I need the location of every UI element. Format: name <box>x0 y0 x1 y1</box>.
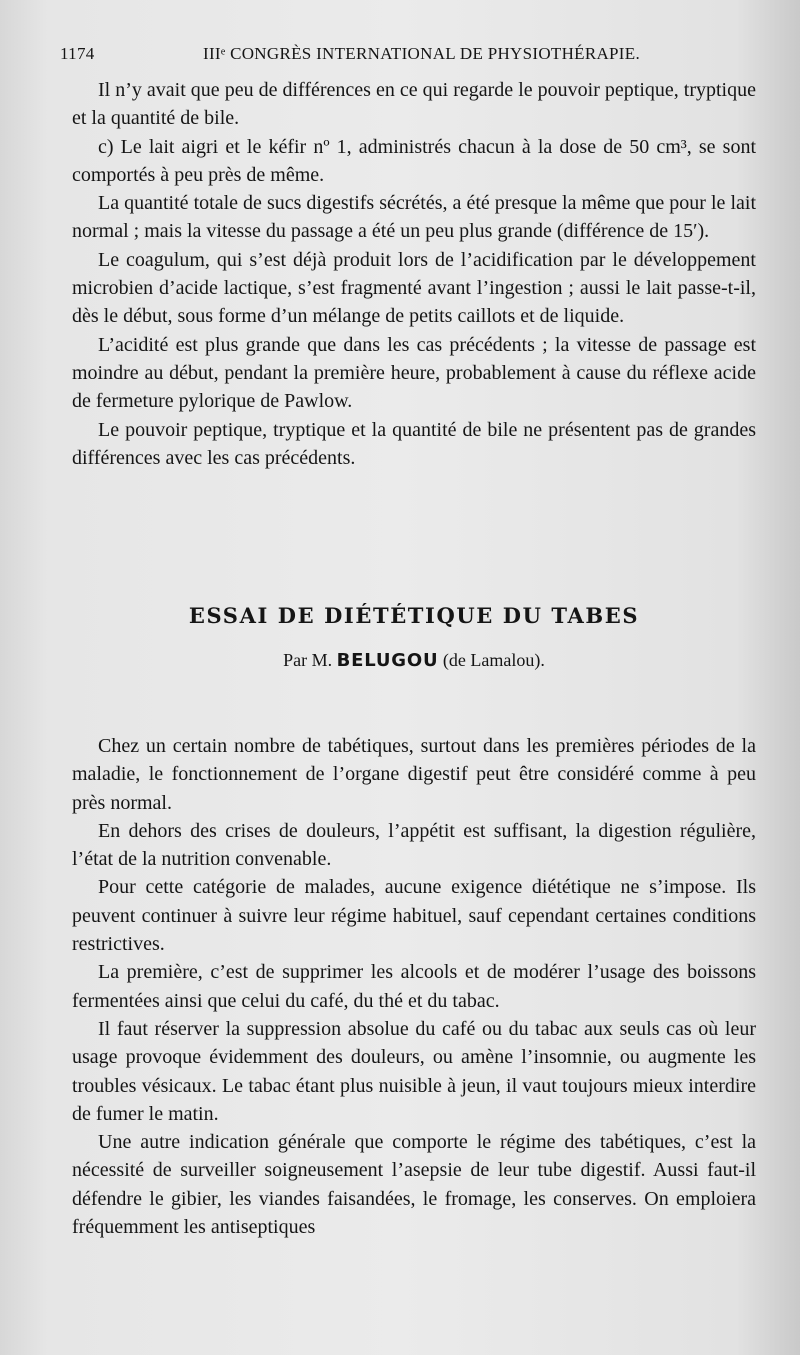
byline <box>72 650 756 671</box>
paragraph: Il n’y avait que peu de différences en ce qui regarde le pouvoir peptique, tryptique et la quantité de bile. <box>72 79 756 130</box>
paragraph: La première, c’est de supprimer les alcools et de modérer l’usage des boissons fermentées ainsi que celui du café, du thé et du tabac. <box>72 961 756 1012</box>
page-number: 1174 <box>60 44 95 63</box>
byline-suffix: (de Lamalou). <box>442 650 545 670</box>
paragraph: La quantité totale de sucs digestifs sécrétés, a été presque la même que pour le lait normal ; mais la vitesse du passage a été un peu plus grande (différence de 15′). <box>72 192 756 243</box>
paragraph: c) Le lait aigri et le kéfir nº 1, administrés chacun à la dose de 50 cm³, se sont comportés à peu près de même. <box>72 135 756 186</box>
paragraph: En dehors des crises de douleurs, l’appétit est suffisant, la digestion régulière, l’état de la nutrition convenable. <box>72 819 756 871</box>
section-title: ESSAI DE DIÉTÉTIQUE DU TABES <box>188 603 640 628</box>
byline-prefix: Par M. <box>283 650 333 670</box>
running-title: IIIᵉ CONGRÈS INTERNATIONAL DE PHYSIOTHÉRAPIE. <box>203 44 641 63</box>
paragraph: Le pouvoir peptique, tryptique et la quantité de bile ne présentent pas de grandes différences avec les cas précédents. <box>72 418 756 469</box>
paragraph: Le coagulum, qui s’est déjà produit lors de l’acidification par le développement microbien d’acide lactique, s’est fragmenté avant l’ingestion ; aussi le lait passe-t-il, dès le début, sous forme d’un mélange de petits caillots et de liquide. <box>72 248 756 328</box>
running-header <box>60 44 754 70</box>
byline-author: BELUGOU <box>336 650 439 671</box>
upper-text-block <box>72 76 756 472</box>
paragraph: Chez un certain nombre de tabétiques, surtout dans les premières périodes de la maladie, le fonctionnement de l’organe digestif peut être considéré comme à peu près normal. <box>72 735 756 814</box>
paragraph: Il faut réserver la suppression absolue du café ou du tabac aux seuls cas où leur usage provoque évidemment des douleurs, ou amène l’insomnie, ou augmente les troubles vésicaux. Le tabac étant plus nuisible à jeun, il vaut toujours mieux interdire de fumer le matin. <box>72 1017 756 1125</box>
paragraph: L’acidité est plus grande que dans les cas précédents ; la vitesse de passage est moindre au début, pendant la première heure, probablement à cause du réflexe acide de fermeture pylorique de Pawlow. <box>72 333 756 413</box>
paragraph: Une autre indication générale que comporte le régime des tabétiques, c’est la nécessité de surveiller soigneusement l’asepsie de leur tube digestif. Aussi faut-il défendre le gibier, les viandes faisandées, le fromage, les conserves. On emploiera fréquemment les antiseptiques <box>72 1131 756 1239</box>
paragraph: Pour cette catégorie de malades, aucune exigence diététique ne s’impose. Ils peuvent continuer à suivre leur régime habituel, sauf cependant certaines conditions restrictives. <box>72 876 756 956</box>
lower-text-block <box>72 732 756 1241</box>
